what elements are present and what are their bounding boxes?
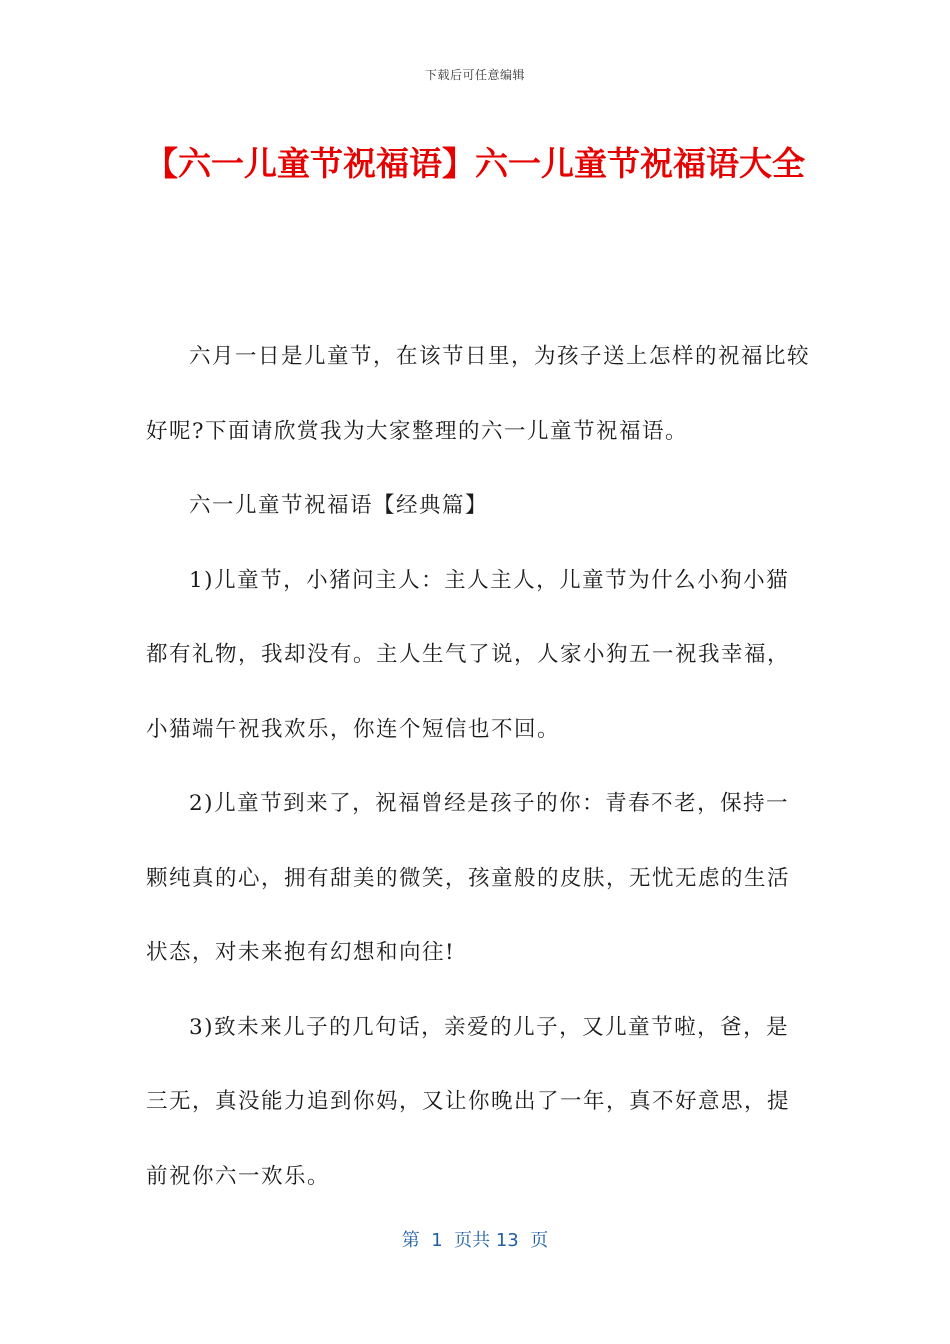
header-note: 下载后可任意编辑 [424,68,525,82]
paragraph-item-2: 2)儿童节到来了，祝福曾经是孩子的你：青春不老，保持一颗纯真的心，拥有甜美的微笑，孩童般的皮肤，无忧无虑的生活状态，对未来抱有幻想和向往! [146,791,791,965]
paragraph-item-3: 3)致未来儿子的几句话，亲爱的儿子，又儿童节啦，爸，是三无，真没能力追到你妈，又让你晚出了一年，真不好意思，提前祝你六一欢乐。 [146,1014,791,1189]
document-title: 【六一儿童节祝福语】六一儿童节祝福语大全 [145,144,805,183]
paragraph-item-1: 1)儿童节，小猪问主人：主人主人，儿童节为什么小狗小猫都有礼物，我却没有。主人生气了说，人家小狗五一祝我幸福，小猫端午祝我欢乐，你连个短信也不回。 [146,567,791,742]
paragraph-intro: 六月一日是儿童节，在该节日里，为孩子送上怎样的祝福比较好呢?下面请欣赏我为大家整理的六一儿童节祝福语。 [146,344,811,444]
paragraph-section-heading: 六一儿童节祝福语【经典篇】 [189,493,489,518]
document-body [146,320,810,1214]
page-number-footer: 第 1 页共 13 页 [401,1230,549,1251]
